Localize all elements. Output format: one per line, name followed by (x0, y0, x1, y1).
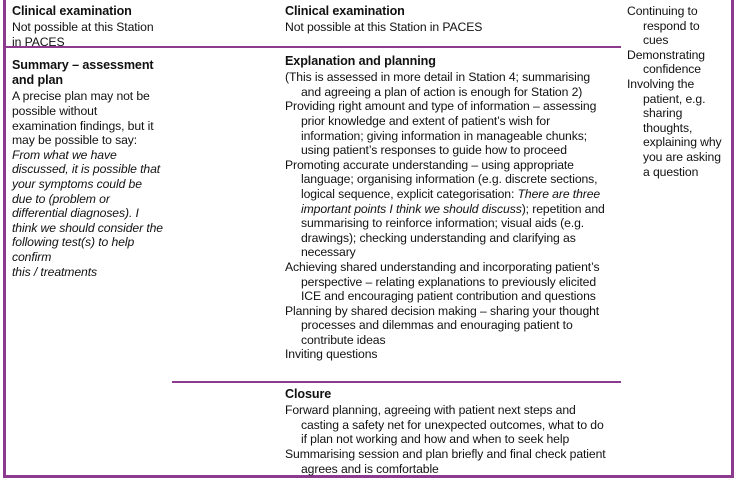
explanation-item-promoting-understanding-example: There are three important points I think we should discuss (301, 186, 601, 216)
explanation-and-planning-heading: Explanation and planning (285, 54, 436, 68)
middle-column-explanation-and-planning (285, 54, 611, 362)
left-summary-heading: Summary – assessment and plan (12, 58, 154, 88)
right-item-involving-the-patient: Involving the patient, e.g. sharing thoughts, explaining why you are asking a question (627, 76, 722, 179)
left-column-summary (12, 58, 164, 279)
right-column-cues (627, 4, 727, 179)
explanation-item-inviting-questions: Inviting questions (285, 347, 378, 362)
middle-column-clinical-examination (285, 4, 611, 35)
explanation-and-planning-block (285, 54, 611, 362)
left-summary-body: A precise plan may not be possible without examination findings, but it may be possible to say: (12, 89, 154, 148)
closure-item-summarising-session: Summarising session and plan briefly and final check patient agrees and is comfortable (285, 446, 606, 476)
explanation-item-promoting-understanding (285, 158, 611, 260)
left-clinical-examination-heading: Clinical examination (12, 4, 132, 18)
left-column-clinical-examination (12, 4, 164, 49)
left-border-rule (3, 0, 6, 478)
left-summary-quote-line-2: this / treatments (12, 264, 97, 279)
explanation-item-shared-decision-making: Planning by shared decision making – sharing your thought processes and dilemmas and enouraging patient to contribute ideas (285, 303, 600, 347)
closure-item-forward-planning: Forward planning, agreeing with patient next steps and casting a safety net for unexpected outcomes, what to do if plan not working and how and when to seek help (285, 403, 604, 447)
right-item-demonstrating-confidence: Demonstrating confidence (627, 47, 705, 77)
left-clinical-examination-body: Not possible at this Station in PACES (12, 20, 154, 49)
middle-column-closure (285, 387, 611, 476)
middle-clinical-examination-heading: Clinical examination (285, 4, 405, 18)
explanation-item-shared-understanding: Achieving shared understanding and incorporating patient’s perspective – relating explanations to previously elicited ICE and encouraging patient contribution and questions (285, 259, 600, 304)
explanation-item-providing-information: Providing right amount and type of information – assessing prior knowledge and extent of patient’s wish for information; giving information in manageable chunks; using patient’s responses to guide how to proceed (285, 99, 597, 158)
closure-block (285, 387, 611, 476)
section-divider-rule-closure (172, 381, 621, 383)
closure-heading: Closure (285, 387, 332, 401)
left-clinical-examination-block (12, 4, 164, 49)
middle-clinical-examination-body: Not possible at this Station in PACES (285, 20, 483, 35)
right-item-continuing-to-respond: Continuing to respond to cues (627, 4, 700, 48)
left-summary-block (12, 58, 164, 279)
explanation-item-promoting-understanding-part1: Promoting accurate understanding – using appropriate language; organising information (e.g. discrete sections, logical sequence, explicit categorisation: (285, 157, 598, 201)
right-border-rule (731, 0, 734, 478)
explanation-item-station-note: (This is assessed in more detail in Station 4; summarising and agreeing a plan of action is enough for Station 2) (285, 70, 591, 99)
middle-clinical-examination-block (285, 4, 611, 35)
explanation-item-promoting-understanding-part2: ); repetition and summarising to reinforce information; visual aids (e.g. drawings); checking understanding and clarifying as necessary (301, 201, 605, 260)
left-summary-quote-line-1: From what we have discussed, it is possible that your symptoms could be due to (problem or differential diagnoses). I think we should consider the following test(s) to help confirm (12, 147, 163, 264)
